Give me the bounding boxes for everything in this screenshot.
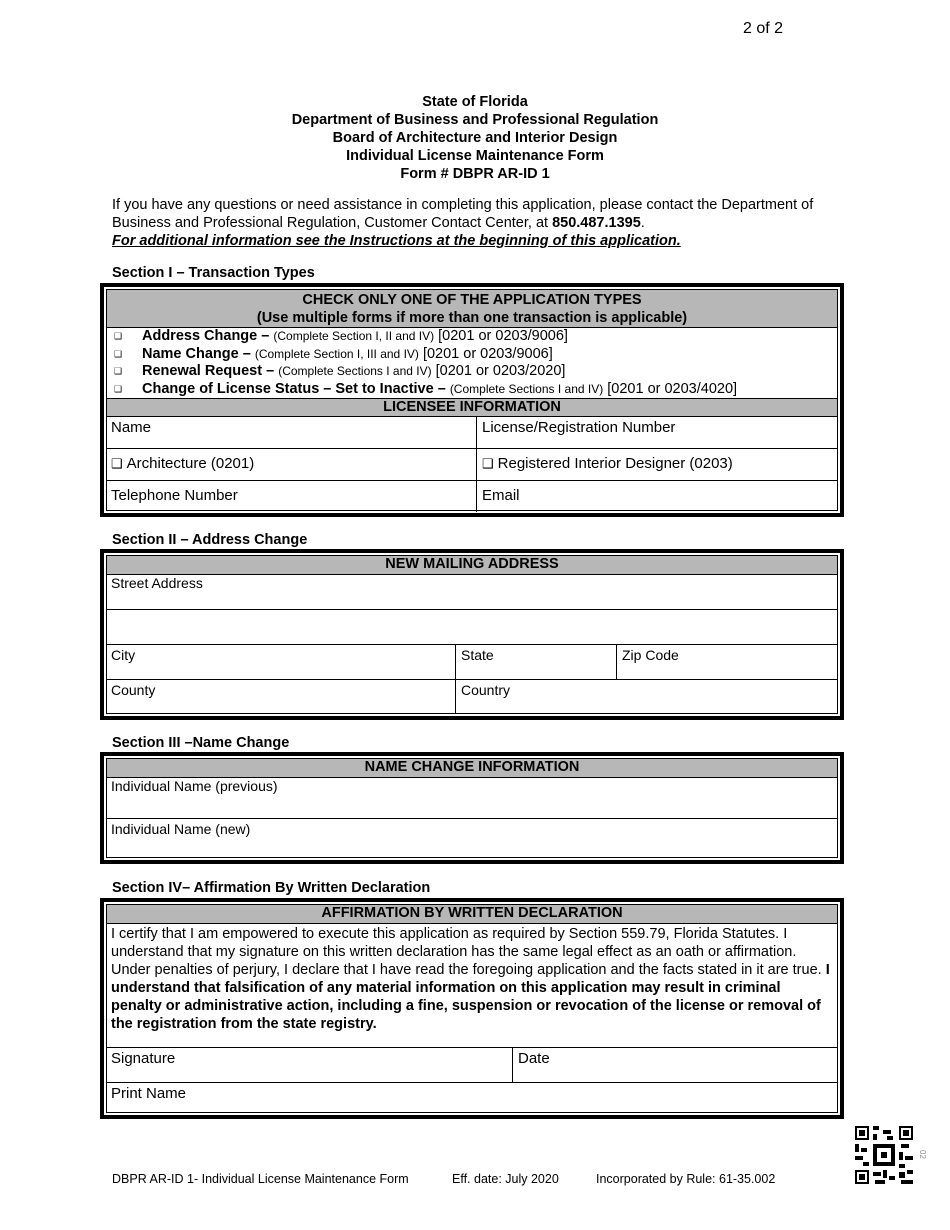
- section1-box: [100, 283, 844, 517]
- option-detail: (Complete Sections I and IV): [278, 364, 432, 378]
- country-field[interactable]: [455, 680, 838, 713]
- checkbox-icon[interactable]: ❑: [482, 456, 494, 471]
- interior-designer-checkbox[interactable]: [476, 449, 838, 480]
- qr-number: 02: [917, 1150, 927, 1159]
- header-board: Board of Architecture and Interior Design: [332, 130, 618, 146]
- interior-designer-label: Registered Interior Designer (0203): [497, 455, 733, 472]
- footer-effective-date: Eff. date: July 2020: [452, 1172, 559, 1186]
- section4-box: [100, 898, 844, 1119]
- name-change-header: NAME CHANGE INFORMATION: [106, 758, 838, 778]
- footer-rule: Incorporated by Rule: 61-35.002: [596, 1172, 776, 1186]
- licensee-row-name: [106, 417, 838, 448]
- section2-title: Section II – Address Change: [112, 532, 308, 548]
- signature-label: Signature: [111, 1050, 176, 1067]
- architecture-checkbox[interactable]: [106, 449, 476, 480]
- header-form-number: Form # DBPR AR-ID 1: [400, 166, 550, 182]
- telephone-field[interactable]: [106, 481, 476, 512]
- email-field[interactable]: [476, 481, 838, 512]
- affirmation-header: AFFIRMATION BY WRITTEN DECLARATION: [106, 904, 838, 924]
- licensee-row-contact: [106, 480, 838, 512]
- section3-box: [100, 752, 844, 864]
- section1-header-line2: (Use multiple forms if more than one transaction is applicable): [256, 310, 688, 326]
- print-name-field[interactable]: [106, 1083, 838, 1115]
- affirmation-text: [106, 924, 838, 1047]
- option-label: Renewal Request –: [142, 363, 275, 379]
- intro-text: If you have any questions or need assistance in completing this application, please contact the Department of Business and Professional Regulation, Customer Contact Center, at: [112, 197, 814, 231]
- state-label: State: [461, 647, 494, 663]
- print-name-row: [106, 1082, 838, 1115]
- city-field[interactable]: [106, 645, 455, 679]
- date-field[interactable]: [512, 1048, 838, 1082]
- street-row: [106, 575, 838, 609]
- intro-period: .: [640, 215, 645, 231]
- checkbox-icon[interactable]: ❑: [114, 366, 123, 376]
- page-number: 2 of 2: [743, 20, 784, 37]
- previous-name-field[interactable]: [106, 778, 838, 818]
- option-code: [0201 or 0203/9006]: [422, 345, 553, 362]
- county-label: County: [111, 682, 156, 698]
- option-label: Address Change –: [142, 328, 270, 344]
- licensee-row-type: [106, 448, 838, 480]
- affirmation-warning: I understand that falsification of any material information on this application may result in criminal penalty or administrative action, including a fine, suspension or revocation of the license or removal of the registration from the state registry.: [111, 962, 830, 1032]
- license-number-field[interactable]: [476, 417, 838, 448]
- country-label: Country: [461, 682, 511, 698]
- header-department: Department of Business and Professional Regulation: [291, 112, 659, 128]
- checkbox-icon[interactable]: ❑: [114, 331, 123, 341]
- state-field[interactable]: [455, 645, 616, 679]
- intro-note: For additional information see the Instructions at the beginning of this application.: [112, 233, 681, 249]
- street-row-2: [106, 609, 838, 644]
- option-name-change[interactable]: [106, 346, 838, 364]
- city-row: [106, 644, 838, 679]
- new-name-label: Individual Name (new): [111, 821, 251, 837]
- option-label: Change of License Status – Set to Inactive –: [142, 380, 446, 397]
- option-address-change[interactable]: [106, 328, 838, 346]
- option-renewal-request[interactable]: [106, 363, 838, 381]
- section1-header: [106, 289, 838, 328]
- affirmation-statement: I certify that I am empowered to execute this application as required by Section 559.79, Florida Statutes. I understand that my signature on this written declaration has the same legal effect as an oath or affirmation. Under penalties of perjury, I declare that I have read the foregoing application and the facts stated in it are true.: [111, 926, 826, 978]
- qr-code-icon: [855, 1126, 913, 1184]
- date-label: Date: [518, 1050, 550, 1067]
- previous-name-row: [106, 778, 838, 818]
- contact-phone: 850.487.1395: [552, 215, 641, 231]
- signature-field[interactable]: [106, 1048, 512, 1082]
- section3-title: Section III –Name Change: [112, 735, 290, 751]
- option-detail: (Complete Section I, III and IV): [254, 346, 419, 361]
- name-label: Name: [111, 419, 152, 436]
- section2-box: [100, 549, 844, 720]
- intro-paragraph: [112, 196, 832, 250]
- city-label: City: [111, 647, 136, 663]
- section4-title: Section IV– Affirmation By Written Declaration: [112, 880, 431, 896]
- footer-form-name: DBPR AR-ID 1- Individual License Maintenance Form: [112, 1172, 409, 1186]
- option-code: [0201 or 0203/9006]: [438, 328, 568, 344]
- print-name-label: Print Name: [111, 1085, 187, 1102]
- option-detail: (Complete Sections I and IV): [449, 381, 604, 396]
- checkbox-icon[interactable]: ❑: [111, 456, 123, 471]
- form-header: [0, 93, 950, 183]
- name-field[interactable]: [106, 417, 476, 448]
- transaction-options: [104, 328, 840, 398]
- mailing-address-header: NEW MAILING ADDRESS: [106, 555, 838, 575]
- telephone-label: Telephone Number: [111, 487, 238, 504]
- county-field[interactable]: [106, 680, 455, 713]
- street-address-line2-field[interactable]: [106, 610, 838, 644]
- previous-name-label: Individual Name (previous): [111, 778, 278, 794]
- option-label: Name Change –: [142, 345, 251, 362]
- header-form-title: Individual License Maintenance Form: [346, 148, 604, 164]
- header-state: State of Florida: [422, 94, 528, 110]
- license-number-label: License/Registration Number: [482, 419, 676, 436]
- street-address-label: Street Address: [111, 575, 203, 591]
- section1-title: Section I – Transaction Types: [112, 265, 315, 281]
- architecture-label: Architecture (0201): [126, 455, 255, 472]
- section1-header-line1: CHECK ONLY ONE OF THE APPLICATION TYPES: [302, 292, 642, 308]
- option-set-inactive[interactable]: [106, 381, 838, 399]
- licensee-header: LICENSEE INFORMATION: [106, 398, 838, 417]
- option-code: [0201 or 0203/2020]: [435, 363, 566, 379]
- new-name-field[interactable]: [106, 819, 838, 860]
- option-code: [0201 or 0203/4020]: [607, 380, 738, 397]
- checkbox-icon[interactable]: ❑: [114, 348, 123, 359]
- new-name-row: [106, 818, 838, 860]
- signature-row: [106, 1047, 838, 1082]
- email-label: Email: [482, 487, 520, 504]
- street-address-field[interactable]: [106, 575, 838, 609]
- zip-code-label: Zip Code: [622, 647, 679, 663]
- option-detail: (Complete Section I, II and IV): [273, 329, 435, 343]
- checkbox-icon[interactable]: ❑: [114, 383, 123, 394]
- zip-code-field[interactable]: [616, 645, 838, 679]
- county-row: [106, 679, 838, 713]
